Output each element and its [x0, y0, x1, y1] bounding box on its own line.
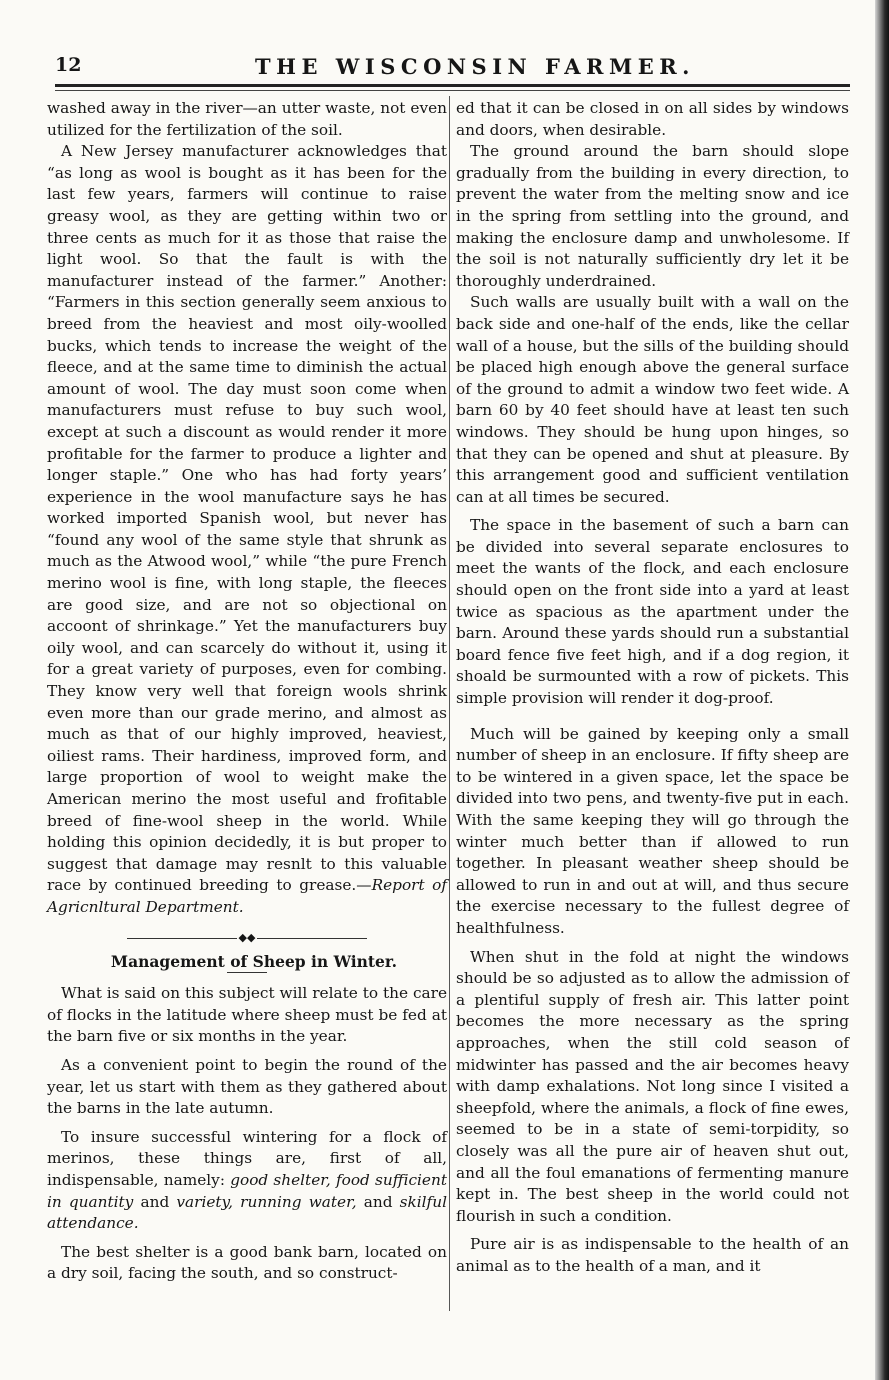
- paragraph: When shut in the fold at night the windows should be so adjusted as to allow the admission of a plentiful supply of fresh air. This latter point becomes the more necessary as the spring approaches, when the still cold season of midwinter has passed and the air becomes heavy with damp exhalations. Not long since I visited a sheepfold, where the animals, a flock of fine ewes, seemed to be in a state of semi-torpidity, so closely was all the pure air of heaven shut out, and all the foul emanations of fermenting manure kept in. The best sheep in the world could not flourish in such a condition.: [456, 947, 849, 1225]
- conjunction: and: [356, 1192, 400, 1211]
- section-separator: [47, 929, 447, 947]
- page-edge-shadow: [875, 0, 889, 1380]
- right-column: [456, 98, 849, 1277]
- paragraph: Much will be gained by keeping only a small number of sheep in an enclosure. If fifty sheep are to be wintered in a given space, let the space be divided into two pens, and twenty-five put in each. With the same keeping they will go through the winter much better than if allowed to run together. In pleasant weather sheep should be allowed to run in and out at will, and thus secure the exercise necessary to the fullest degree of healthfulness.: [456, 724, 849, 937]
- paragraph: Such walls are usually built with a wall on the back side and one-half of the ends, like the cellar wall of a house, but the sills of the building should be placed high enough above the general surface of the ground to admit a window two feet wide. A barn 60 by 40 feet should have at least ten such windows. They should be hung upon hinges, so that they can be opened and shut at pleasure. By this arrangement good and sufficient ventilation can at all times be secured.: [456, 293, 849, 506]
- column-divider: [449, 96, 450, 1311]
- source-citation: Report of Agricnltural Department.: [47, 876, 448, 916]
- paragraph: [47, 1127, 447, 1235]
- masthead: [55, 54, 849, 84]
- paragraph: The best shelter is a good bank barn, located on a dry soil, facing the south, and so construct-: [47, 1242, 447, 1283]
- paragraph: washed away in the river—an utter waste, not even utilized for the fertilization of the soil.: [47, 99, 447, 139]
- paragraph: As a convenient point to begin the round of the year, let us start with them as they gathered about the barns in the late autumn.: [47, 1055, 447, 1118]
- section-heading: Management of Sheep in Winter.: [110, 951, 398, 971]
- paragraph: The space in the basement of such a barn can be divided into several separate enclosures to meet the wants of the flock, and each enclosure should open on the front side into a yard at least twice as spacious as the apartment under the barn. Around these yards should run a substantial board fence five feet high, and if a dog region, it shoald be surmounted with a row of pickets. This simple provision will render it dog-proof.: [456, 516, 849, 708]
- separator-ornament: ◆◆: [238, 930, 256, 944]
- paragraph-text: To insure successful wintering for a flock of merinos, these things are, first of all, indispensable, namely:: [47, 1127, 447, 1189]
- page-number: 12: [55, 54, 82, 76]
- left-column: [47, 98, 447, 1285]
- paragraph-text: A New Jersey manufacturer acknowledges that “as long as wool is bought as it has been for the last few years, farmers will continue to raise greasy wool, as they are getting within two or three cents as much for it as those that raise the light wool. So that the fault is with the manufacturer instead of the farmer.” Another: “Farmers in this section generally seem anxious to breed from the heaviest and most oily-woolled bucks, which tends to increase the weight of the fleece, and at the same time to diminish the actual amount of wool. The day must soon come when manufacturers must refuse to buy such wool, except at such a discount as would render it more profitable for the farmer to produce a lighter and longer staple.” One who has had forty years’ experience in the wool manufacture says he has worked imported Spanish wool, but never has “found any wool of the same style that shrunk as much as the Atwood wool,” while “the pure French merino wool is fine, with long staple, the fleeces are good size, and are not so objectional on accoont of shrinkage.” Yet the manufacturers buy oily wool, and can scarcely do without it, using it for a great variety of purposes, even for combing. They know very well that foreign wools shrink even more than our grade merino, and almost as much as that of our highly improved, heaviest, oiliest rams. Their hardiness, improved form, and large proportion of wool to weight make the American merino the most useful and frofitable breed of fine-wool sheep in the world. While holding this opinion decidedly, it is but proper to suggest that damage may resnlt to this valuable race by continued breeding to grease.—: [47, 142, 447, 895]
- paragraph: ed that it can be closed in on all sides by windows and doors, when desirable.: [456, 99, 849, 139]
- emphasis: skilful attendance.: [47, 1192, 447, 1233]
- emphasis: good shelter, food sufficient in quantity: [47, 1170, 447, 1211]
- header-rule-thin: [55, 90, 850, 91]
- header-rule: [55, 84, 850, 87]
- heading-rule: [227, 972, 267, 973]
- conjunction: and: [133, 1192, 177, 1211]
- emphasis: variety, running water,: [176, 1192, 357, 1211]
- paragraph: [47, 141, 447, 918]
- paragraph: What is said on this subject will relate to the care of flocks in the latitude where sheep must be fed at the barn five or six months in the year.: [47, 984, 447, 1046]
- paragraph: Pure air is as indispensable to the health of an animal as to the health of a man, and it: [456, 1235, 849, 1275]
- journal-title: THE WISCONSIN FARMER.: [255, 54, 695, 79]
- paragraph: The ground around the barn should slope gradually from the building in every direction, to prevent the water from the melting snow and ice in the spring from settling into the ground, and making the enclosure damp and unwholesome. If the soil is not naturally sufficiently dry let it be thoroughly underdrained.: [456, 142, 849, 290]
